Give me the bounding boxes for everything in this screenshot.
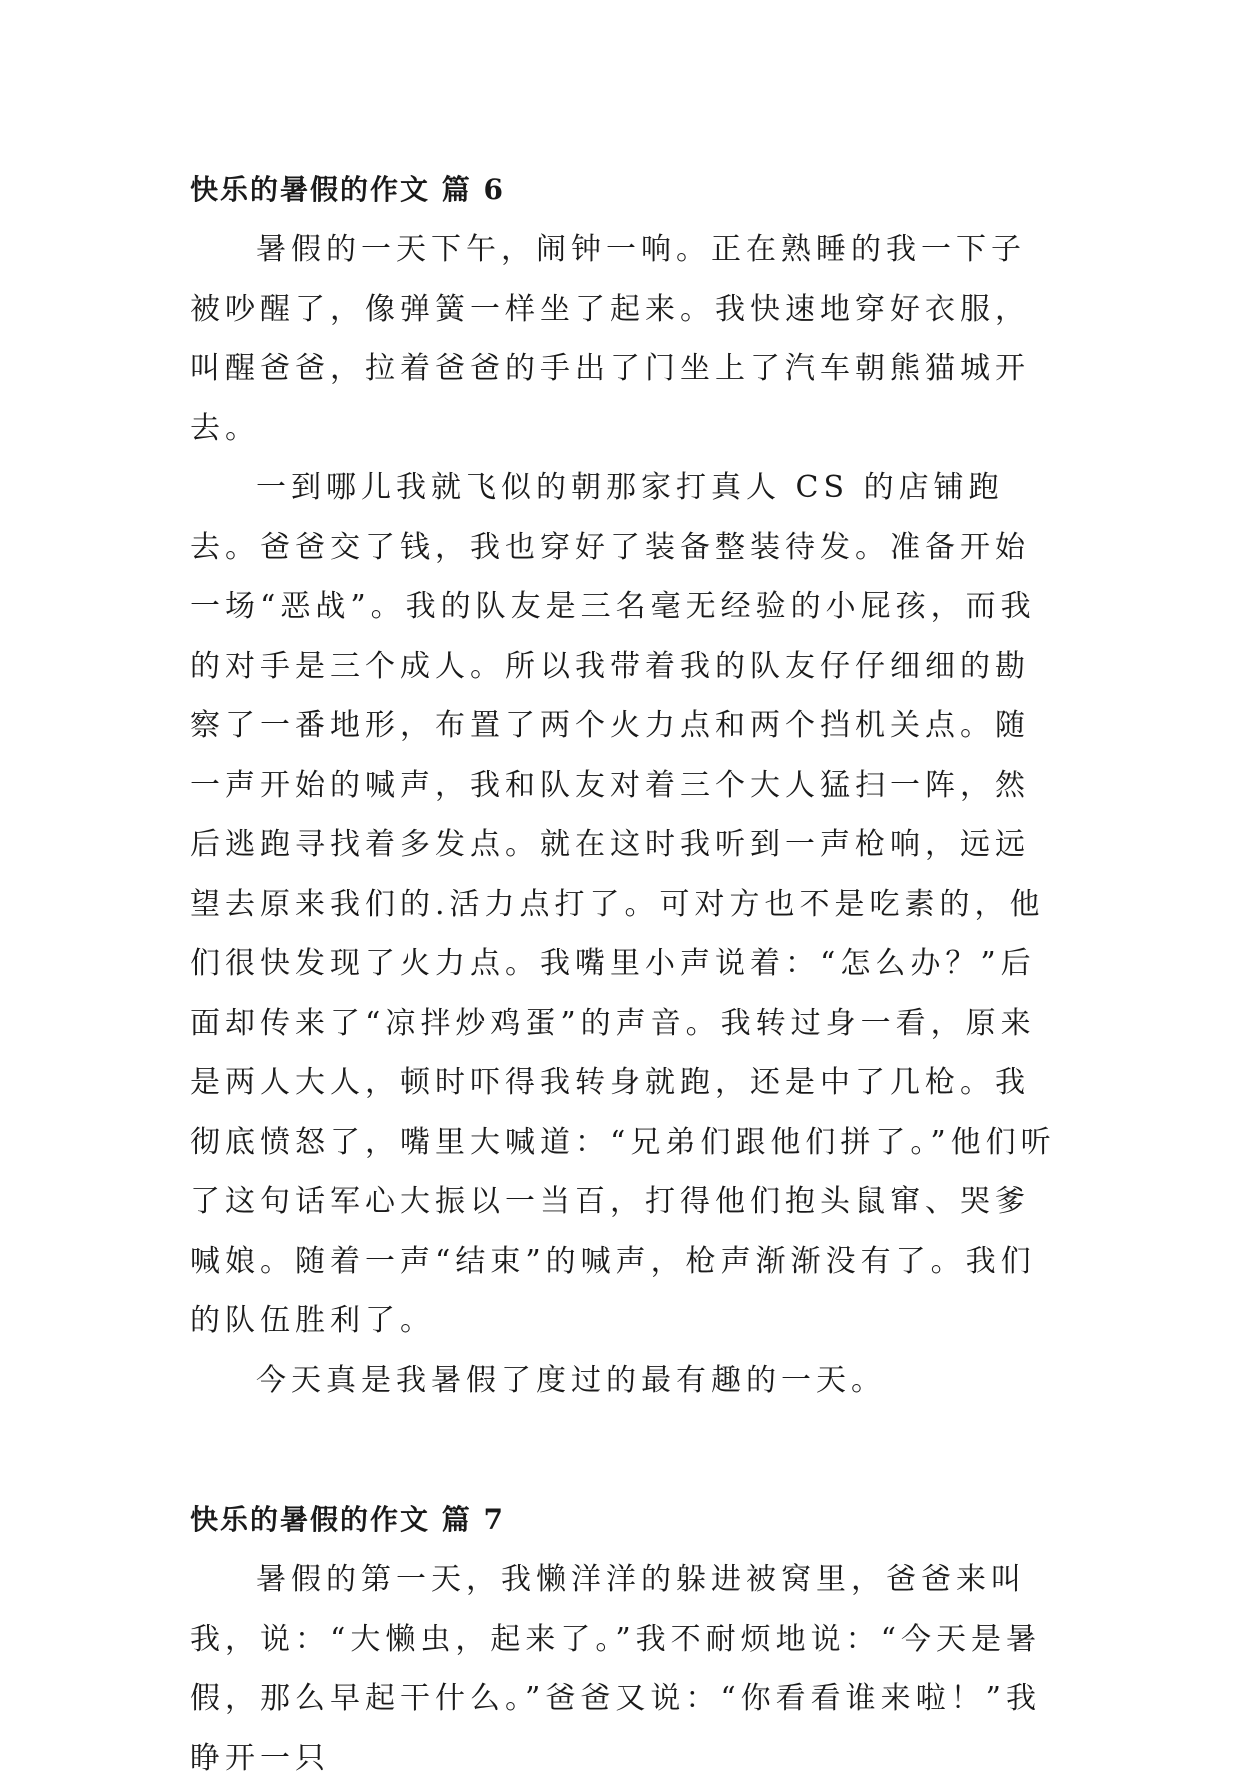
section-title: 快乐的暑假的作文 篇 7 [190, 1503, 505, 1536]
body-paragraph: 今天真是我暑假了度过的最有趣的一天。 [256, 1362, 886, 1398]
section-title: 快乐的暑假的作文 篇 6 [190, 173, 505, 206]
body-paragraph: 暑假的第一天，我懒洋洋的躲进被窝里，爸爸来叫我，说：“大懒虫，起来了。”我不耐烦地说：“今天是暑假，那么早起干什么。”爸爸又说：“你看看谁来啦！”我睁开一只 [190, 1562, 1042, 1776]
body-paragraph: 一到哪儿我就飞似的朝那家打真人 CS 的店铺跑去。爸爸交了钱，我也穿好了装备整装待发。准备开始一场“恶战”。我的队友是三名毫无经验的小屁孩，而我的对手是三个成人。所以我带着我的队友仔仔细细的勘察了一番地形，布置了两个火力点和两个挡机关点。随一声开始的喊声，我和队友对着三个大人猛扫一阵，然后逃跑寻找着多发点。就在这时我听到一声枪响，远远望去原来我们的.活力点打了。可对方也不是吃素的，他们很快发现了火力点。我嘴里小声说着：“怎么办？”后面却传来了“凉拌炒鸡蛋”的声音。我转过身一看，原来是两人大人，顿时吓得我转身就跑，还是中了几枪。我彻底愤怒了，嘴里大喊道：“兄弟们跟他们拼了。”他们听了这句话军心大振以一当百，打得他们抱头鼠窜、哭爹喊娘。随着一声“结束”的喊声，枪声渐渐没有了。我们的队伍胜利了。 [190, 470, 1056, 1338]
text-column [190, 160, 1060, 1788]
section-spacer [190, 1410, 1060, 1490]
body-paragraph: 暑假的一天下午，闹钟一响。正在熟睡的我一下子被吵醒了，像弹簧一样坐了起来。我快速地穿好衣服，叫醒爸爸，拉着爸爸的手出了门坐上了汽车朝熊猫城开去。 [190, 232, 1030, 446]
